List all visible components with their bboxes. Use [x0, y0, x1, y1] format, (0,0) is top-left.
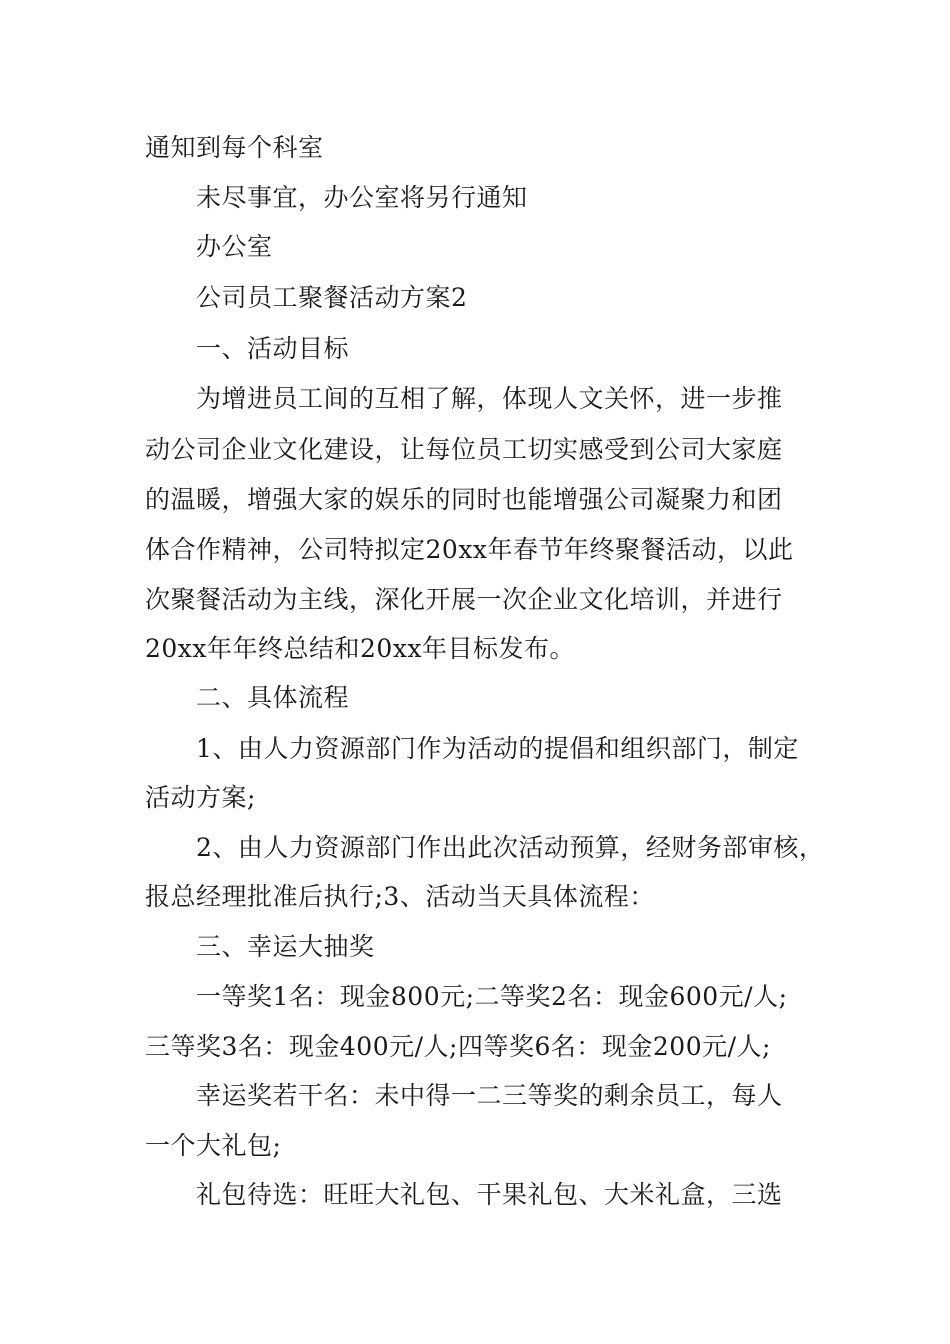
paragraph-line: 1、由人力资源部门作为活动的提倡和组织部门，制定: [196, 734, 799, 763]
paragraph-line: 幸运奖若干名：未中得一二三等奖的剩余员工，每人: [196, 1081, 783, 1110]
paragraph-line: 礼包待选：旺旺大礼包、干果礼包、大米礼盒，三选: [196, 1180, 783, 1209]
heading-plan-title: 公司员工聚餐活动方案2: [196, 283, 468, 312]
text-line: 办公室: [196, 232, 273, 261]
paragraph-line: 次聚餐活动为主线，深化开展一次企业文化培训，并进行: [145, 585, 783, 614]
paragraph-line: 为增进员工间的互相了解，体现人文关怀，进一步推: [196, 384, 783, 413]
text-line: 通知到每个科室: [145, 133, 324, 162]
paragraph-line: 2、由人力资源部门作出此次活动预算，经财务部审核，: [196, 833, 825, 862]
section-heading: 一、活动目标: [196, 334, 350, 363]
paragraph-line: 三等奖3名：现金400元/人;四等奖6名：现金200元/人;: [145, 1032, 771, 1061]
paragraph-line: 一等奖1名：现金800元;二等奖2名：现金600元/人;: [196, 982, 788, 1011]
paragraph-line: 报总经理批准后执行;3、活动当天具体流程：: [145, 882, 655, 911]
text-line: 未尽事宜，办公室将另行通知: [196, 183, 528, 212]
paragraph-line: 动公司企业文化建设，让每位员工切实感受到公司大家庭: [145, 435, 783, 464]
section-heading: 二、具体流程: [196, 683, 350, 712]
paragraph-line: 的温暖，增强大家的娱乐的同时也能增强公司凝聚力和团: [145, 485, 783, 514]
paragraph-line: 一个大礼包;: [145, 1131, 282, 1160]
paragraph-line: 20xx年年终总结和20xx年目标发布。: [145, 634, 576, 663]
paragraph-line: 活动方案;: [145, 783, 256, 812]
section-heading: 三、幸运大抽奖: [196, 932, 375, 961]
paragraph-line: 体合作精神，公司特拟定20xx年春节年终聚餐活动，以此: [145, 535, 794, 564]
